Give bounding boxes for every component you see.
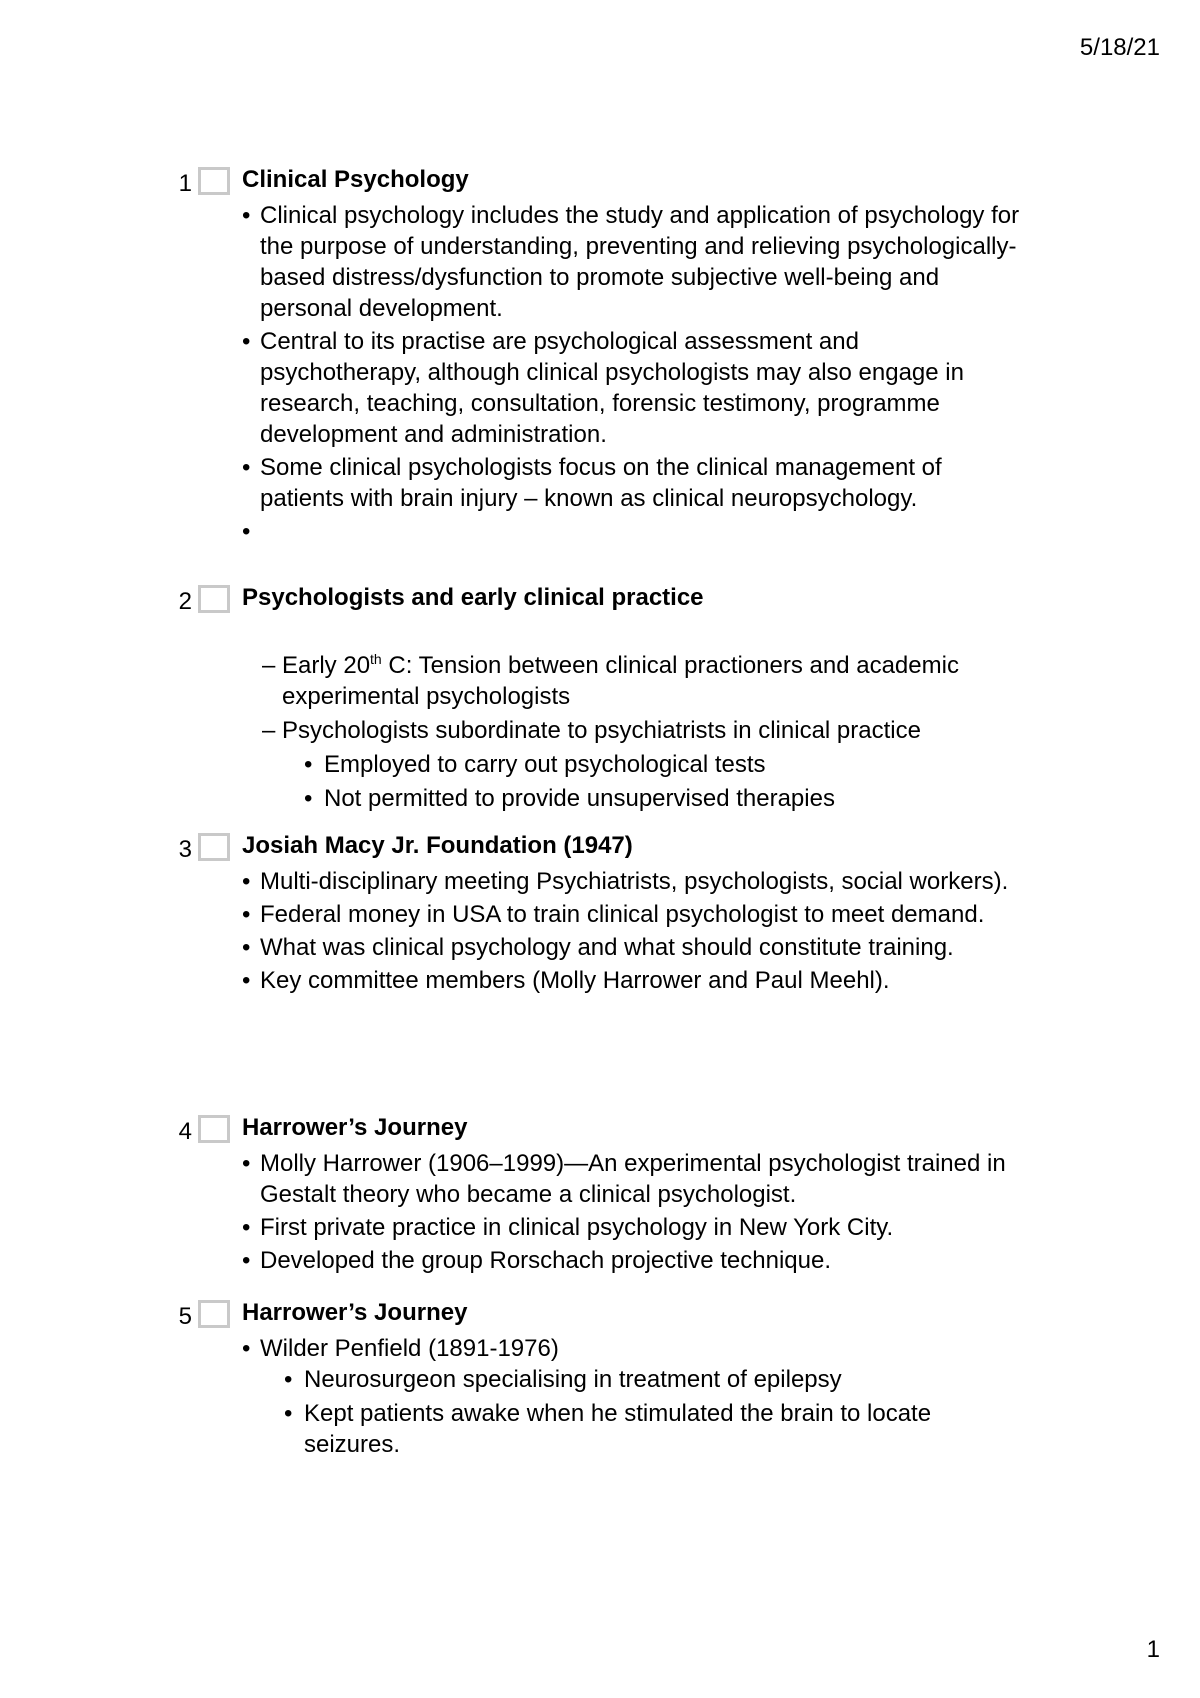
slide-number: 4 [178,1118,192,1145]
list-item: • Central to its practise are psychological assessment and psychotherapy, although clinical psychologists may also engage in research, teaching, consultation, forensic testimony, programme development and administration. [242,328,964,448]
slide-title: Harrower’s Journey [242,1299,468,1326]
bullet-list [242,1333,1022,1463]
list-item: • Multi-disciplinary meeting Psychiatrists, psychologists, social workers). [242,868,1009,895]
header-date: 5/18/21 [1079,34,1160,61]
bullet-icon: • [304,751,313,778]
list-item: • First private practice in clinical psychology in New York City. [242,1214,894,1241]
sub-bullet-list [242,1364,1022,1460]
list-item: • Some clinical psychologists focus on the clinical management of patients with brain injury – known as clinical neuropsychology. [242,454,942,512]
bullet-icon: • [242,967,251,994]
slide-thumbnail-box [198,833,230,861]
dash-icon: – [262,652,276,679]
list-item: • Kept patients awake when he stimulated the brain to locate seizures. [284,1400,932,1458]
list-item: – Early 20th C: Tension between clinical practioners and academic experimental psychologists [262,651,959,710]
bullet-icon: • [304,785,313,812]
slide-title: Psychologists and early clinical practice [242,584,704,611]
bullet-icon: • [242,1214,251,1241]
slide-thumbnail-box [198,1300,230,1328]
bullet-icon: • [242,454,251,481]
list-item: • Molly Harrower (1906–1999)—An experimental psychologist trained in Gestalt theory who became a clinical psychologist. [242,1150,1006,1208]
slide-thumbnail-box [198,167,230,195]
list-item [242,516,1022,547]
list-item: • Developed the group Rorschach projective technique. [242,1247,832,1274]
list-item: • Wilder Penfield (1891-1976) • Neurosurgeon specialising in treatment of epilepsy • Kept patients awake when he stimulated the brain to locate seizures. [242,1333,1022,1460]
bullet-icon: • [242,328,251,355]
dash-icon: – [262,717,276,744]
slide-number: 2 [178,588,192,615]
bullet-list [242,866,1022,998]
bullet-icon: • [242,1247,251,1274]
list-item: • Neurosurgeon specialising in treatment of epilepsy [284,1366,842,1393]
list-item: • Key committee members (Molly Harrower and Paul Meehl). [242,967,890,994]
bullet-icon: • [242,1335,251,1362]
list-item: • Not permitted to provide unsupervised therapies [304,785,835,812]
list-item: • Employed to carry out psychological tests [304,751,766,778]
bullet-icon: • [242,901,251,928]
bullet-icon: • [284,1400,293,1427]
bullet-list [242,1148,1022,1278]
list-item: • Federal money in USA to train clinical psychologist to meet demand. [242,901,985,928]
bullet-icon: • [242,518,251,545]
slide-thumbnail-box [198,1115,230,1143]
bullet-list [242,200,1022,549]
slide-number: 3 [178,836,192,863]
bullet-icon: • [242,868,251,895]
bullet-icon: • [242,202,251,229]
slide-title: Clinical Psychology [242,166,469,193]
list-item: • Clinical psychology includes the study and application of psychology for the purpose of understanding, preventing and relieving psychologically-based distress/dysfunction to promote subjective well-being and personal development. [242,202,1020,322]
slide-thumbnail-box [198,585,230,613]
slide-number: 1 [178,170,192,197]
bullet-icon: • [284,1366,293,1393]
page-number: 1 [1146,1636,1160,1663]
bullet-icon: • [242,1150,251,1177]
slide-number: 5 [178,1303,192,1330]
slide-title: Josiah Macy Jr. Foundation (1947) [242,832,633,859]
list-item: – Psychologists subordinate to psychiatrists in clinical practice [262,717,921,744]
slide-title: Harrower’s Journey [242,1114,468,1141]
list-item: • What was clinical psychology and what should constitute training. [242,934,954,961]
dash-list [262,650,1082,817]
bullet-icon: • [242,934,251,961]
